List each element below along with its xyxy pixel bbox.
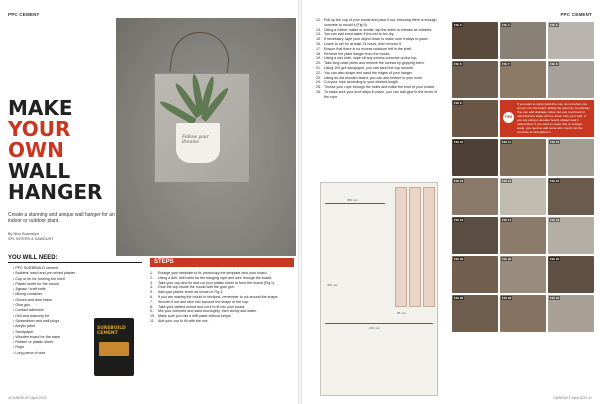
step-photo: [500, 217, 546, 254]
fig-label: FIG 8: [550, 62, 558, 66]
title-line-4: WALL: [8, 159, 71, 183]
steps-list-right: [316, 18, 440, 100]
fig-label: FIG 15: [550, 179, 560, 183]
list-item: • Plastic sheet for the mould: [13, 282, 137, 287]
step-photo: [548, 295, 594, 332]
step-item: [316, 90, 440, 100]
fig-label: FIG 22: [454, 296, 464, 300]
title-line-1: MAKE: [8, 96, 73, 120]
step-number: 11.: [150, 318, 155, 323]
list-item: • Jigsaw / craft knife: [13, 287, 137, 292]
title-line-5: HANGER: [8, 180, 103, 204]
fig-label: FIG 3: [454, 23, 462, 27]
step-number: 26.: [316, 89, 321, 94]
step-number: 23.: [316, 75, 321, 80]
dimension-label: 85 mm: [397, 311, 407, 315]
step-photo: [548, 61, 594, 98]
steps-heading: STEPS: [150, 258, 294, 267]
step-text: Enlarge your template to fit; photocopy the template onto your board.: [158, 271, 268, 275]
bag-label: SUREBUILD CEMENT: [97, 326, 126, 336]
step-text: Mix your concrete and sand thoroughly, then slowly add water.: [158, 309, 258, 314]
step-photo: [500, 295, 546, 332]
section-tag: PPC CEMENT: [8, 12, 40, 17]
fig-label: FIG 17: [502, 218, 512, 222]
byline: By Nico Bosmelyn SPL INTERS & SAWDUST: [8, 232, 54, 241]
fig-label: FIG 6: [454, 62, 462, 66]
step-number: 14.: [316, 32, 321, 37]
fig-label: FIG 18: [550, 218, 560, 222]
dimension-line: [325, 203, 385, 204]
step-photo: [500, 22, 546, 59]
list-item: • Contact adhesive: [13, 308, 137, 313]
enamel-mug: [176, 123, 220, 163]
step-text: Make sure you mix a stiff paste without lumps.: [158, 314, 232, 319]
step-text: Smooth it out and take into account the shape of the cup.: [158, 299, 249, 304]
step-photo: [500, 61, 546, 98]
step-number: 3.: [150, 280, 153, 285]
dimension-label: 400 mm: [327, 283, 338, 287]
step-number: 9.: [150, 309, 153, 314]
step-photo: [548, 178, 594, 215]
step-number: 10.: [150, 314, 155, 319]
step-text: Pull up the cup of your mould and pack it out, ensuring there is enough concrete to mould it (Fig 9).: [324, 18, 437, 27]
step-photo: [452, 61, 498, 98]
step-text: Remove the plant hanger from the mould.: [324, 51, 391, 56]
step-photo: [548, 139, 594, 176]
fig-label: FIG 13: [454, 179, 464, 183]
step-number: 20.: [316, 61, 321, 66]
fig-label: FIG 14: [502, 179, 512, 183]
step-text: You can add extra water if the mix is too dry.: [324, 32, 395, 37]
fig-label: FIG 7: [502, 62, 510, 66]
list-item: • PPC SUREBUILD cement: [13, 266, 137, 271]
dimension-line: [325, 323, 433, 324]
left-page: [0, 0, 298, 404]
step-number: 25.: [316, 85, 321, 90]
step-number: 16.: [316, 41, 321, 46]
fig-label: FIG 11: [502, 140, 512, 144]
list-item: • Mixing container: [13, 292, 137, 297]
fig-label: FIG 10: [454, 140, 464, 144]
step-text: You can also shape and sand the edges of your hanger.: [324, 70, 413, 75]
list-item: • Wooden board for the base: [13, 335, 137, 340]
step-text: Add your plastic sheet as shown in Fig 2.: [158, 290, 224, 295]
hero-photo: [116, 18, 296, 256]
plan-strip: [409, 187, 421, 307]
step-number: 1.: [150, 271, 153, 275]
bag-graphic: [99, 342, 129, 356]
step-text: Using 100-grit sandpaper, you can sand the cup smooth.: [324, 65, 415, 70]
step-number: 7.: [150, 299, 153, 304]
list-item: • Glue gun: [13, 303, 137, 308]
step-text: If necessary, tape your object down to make sure it stays in place.: [324, 37, 429, 42]
list-item: • Sandpaper: [13, 330, 137, 335]
fig-label: FIG 21: [550, 257, 560, 261]
step-number: 17.: [316, 46, 321, 51]
fig-label: FIG 9: [454, 101, 462, 105]
intro-text: Create a stunning and unique wall hanger for an indoor or outdoor plant.: [8, 212, 115, 225]
title-line-3: OWN: [8, 138, 64, 162]
step-photo-grid: [452, 22, 596, 332]
step-photo: [452, 295, 498, 332]
step-text: Using a rubber mallet or similar, tap the sides to release air bubbles.: [324, 27, 433, 32]
steps-list-left: [150, 271, 294, 324]
you-will-need-heading: YOU WILL NEED:: [8, 255, 142, 263]
step-number: 2.: [150, 275, 153, 280]
right-page: [302, 0, 600, 404]
step-photo: [452, 22, 498, 59]
fig-label: FIG 16: [454, 218, 464, 222]
step-photo: [452, 217, 498, 254]
list-item: • Drill and masonry bit: [13, 314, 137, 319]
step-number: 24.: [316, 80, 321, 85]
list-item: • Rope: [13, 345, 137, 350]
step-text: Add your cup to fill with the mix.: [158, 318, 209, 323]
fig-label: FIG 19: [454, 257, 464, 261]
tip-box: [500, 100, 594, 137]
step-photo: [452, 139, 498, 176]
step-text: Using an old wooden board, you can add texture to your work.: [324, 75, 423, 80]
cement-bag-photo: [94, 318, 134, 376]
title-line-2: YOUR: [8, 117, 71, 141]
fig-label: FIG 23: [502, 296, 512, 300]
step-photo: [500, 178, 546, 215]
mug-text: Follow your dreams: [182, 135, 209, 145]
step-number: 6.: [150, 294, 153, 299]
fig-label: FIG 4: [502, 23, 510, 27]
dimension-label: 350 mm: [347, 198, 358, 202]
list-item: • Builders' sand and pre-mixed plaster: [13, 271, 137, 276]
step-text: Cut your rope according to your desired length.: [324, 80, 399, 85]
fig-label: FIG 5: [550, 23, 558, 27]
page-folio: 40 SAWDUST April 2022: [8, 396, 47, 400]
list-item: • Gloves and dust mask: [13, 298, 137, 303]
step-number: 18.: [316, 51, 321, 56]
step-item: [150, 319, 294, 324]
list-item: • Acrylic paint: [13, 324, 137, 329]
plan-strip: [395, 187, 407, 307]
step-number: 4.: [150, 285, 153, 290]
step-text: Take your cup and tin and cut your plastic sheet to form the mould (Fig 1).: [158, 280, 276, 285]
plan-strip: [423, 187, 435, 307]
step-number: 13.: [316, 27, 321, 32]
step-text: Take long-nose pliers and remove the screws by gripping them.: [324, 61, 425, 66]
section-tag: PPC CEMENT: [560, 12, 592, 17]
step-photo: [452, 100, 498, 137]
cutting-plan-diagram: [320, 182, 438, 396]
page-folio: SAWDUST April 2022 41: [553, 396, 592, 400]
step-text: Using a wet cloth, wipe off any excess concrete on the top.: [324, 56, 418, 61]
step-number: 19.: [316, 56, 321, 61]
step-text: Glue the cup inside the mould with the glue gun.: [158, 285, 235, 290]
step-text: Leave to set for at least 24 hours, then remove it.: [324, 41, 403, 46]
step-text: Take your wetted mould and cut it to fit into your board.: [158, 304, 246, 309]
step-photo: [548, 217, 594, 254]
step-photo: [452, 256, 498, 293]
fig-label: FIG 20: [502, 257, 512, 261]
step-text: Thread your rope through the holes and make the knot of your choice.: [324, 85, 436, 90]
step-number: 15.: [316, 37, 321, 42]
fig-label: FIG 12: [550, 140, 560, 144]
step-photo: [548, 22, 594, 59]
step-photo: [500, 139, 546, 176]
step-photo: [452, 178, 498, 215]
step-text: Using a drill, drill holes for the hanging rope and wire through the board.: [158, 275, 273, 280]
step-text: To make sure your knot stays in place, you can add glue to the knots of the rope.: [324, 89, 438, 99]
step-number: 5.: [150, 290, 153, 295]
step-number: 21.: [316, 65, 321, 70]
step-text: If you are making the mould in sections, remember to cut around the shape.: [158, 294, 279, 299]
step-text: Ensure that there is no excess moisture left in the shell.: [324, 46, 413, 51]
tip-label: TIPS: [503, 112, 514, 123]
tip-text: If you want to spray paint the cup, do so before you secure it to the board, letting the paint dry completely. You can add drainage holes, but you must bear in mind that the water will run down onto your wall. If you are using a wooden board, always seal it beforehand. If you want to make this on a larger scale, you need to add some wire mesh into the concrete to strengthen it.: [517, 102, 591, 134]
dimension-label: 200 mm: [369, 326, 380, 330]
list-item: • Rubber or plastic sheet: [13, 340, 137, 345]
step-number: 8.: [150, 304, 153, 309]
step-number: 12.: [316, 18, 321, 22]
step-photo: [548, 256, 594, 293]
list-item: • Long piece of wire: [13, 351, 137, 356]
fig-label: FIG 24: [550, 296, 560, 300]
step-number: 22.: [316, 70, 321, 75]
list-item: • Cup or tin for forming the shell: [13, 277, 137, 282]
list-item: • Screwdriver and wall plugs: [13, 319, 137, 324]
step-photo: [500, 256, 546, 293]
step-item: [316, 18, 440, 28]
